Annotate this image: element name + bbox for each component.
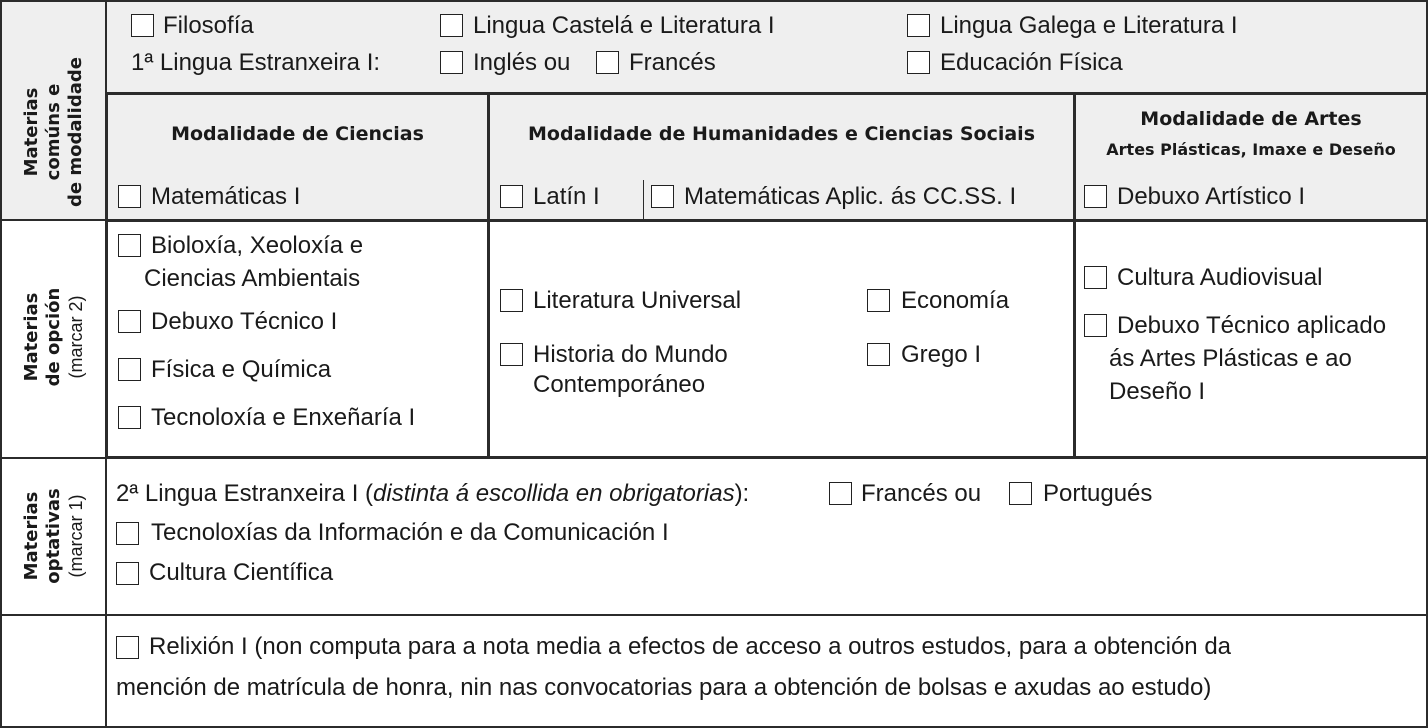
row-divider-3 <box>0 614 1428 616</box>
segunda-lingua-prefix: 2ª Lingua Estranxeira I ( <box>116 480 374 507</box>
row-label-opcion-line3: (marcar 2) <box>66 295 86 379</box>
castela-checkbox[interactable] <box>440 14 463 37</box>
row-label-optativas-line3: (marcar 1) <box>66 494 86 578</box>
historia-checkbox[interactable] <box>500 343 523 366</box>
row-label-comuns-line1: Materias <box>21 87 42 177</box>
row-label-comuns <box>21 22 87 242</box>
modalidade-artes-subtitle: Artes Plásticas, Imaxe e Deseño <box>1106 140 1396 159</box>
latin-divider <box>643 180 644 220</box>
economia-checkbox[interactable] <box>867 289 890 312</box>
modalidade-box-left <box>105 92 108 459</box>
segunda-lingua-label <box>116 477 749 510</box>
cultura-audiovisual-label: Cultura Audiovisual <box>1117 264 1323 291</box>
cultura-audiovisual-checkbox[interactable] <box>1084 266 1107 289</box>
debuxo-aplicado-label-line2: ás Artes Plásticas e ao <box>1109 345 1352 372</box>
frances-label: Francés <box>629 49 716 76</box>
debuxo-artistico-label: Debuxo Artístico I <box>1117 183 1306 210</box>
ingles-checkbox[interactable] <box>440 51 463 74</box>
table-border-top <box>0 0 1428 2</box>
row-label-optativas-line1: Materias <box>21 491 42 581</box>
cultura-cientifica-label: Cultura Científica <box>149 559 334 586</box>
row-label-opcion-line2: de opción <box>43 287 64 387</box>
galega-label: Lingua Galega e Literatura I <box>940 12 1238 39</box>
segunda-lingua-suffix: ): <box>734 480 750 507</box>
portugues-label: Portugués <box>1043 480 1153 507</box>
tecnoloxia-checkbox[interactable] <box>118 406 141 429</box>
cultura-cientifica-checkbox[interactable] <box>116 562 139 585</box>
modalidade-box-top <box>105 92 1428 95</box>
modalidade-ciencias-title: Modalidade de Ciencias <box>171 123 424 145</box>
literatura-universal-checkbox[interactable] <box>500 289 523 312</box>
modalidade-box-bottom <box>105 456 1428 459</box>
debuxo-tecnico-label: Debuxo Técnico I <box>151 308 338 335</box>
table-border-left <box>0 0 2 728</box>
historia-label-line1: Historia do Mundo <box>533 341 728 368</box>
educacion-fisica-label: Educación Física <box>940 49 1123 76</box>
debuxo-tecnico-checkbox[interactable] <box>118 310 141 333</box>
matematicas-aplicadas-checkbox[interactable] <box>651 185 674 208</box>
educacion-fisica-checkbox[interactable] <box>907 51 930 74</box>
segunda-lingua-note: distinta á escollida en obrigatorias <box>373 480 735 507</box>
row-label-optativas <box>21 426 87 646</box>
optativa-frances-checkbox[interactable] <box>829 482 852 505</box>
matematicas-aplicadas-label: Matemáticas Aplic. ás CC.SS. I <box>684 183 1017 210</box>
modalidade-humanidades-title: Modalidade de Humanidades e Ciencias Sociais <box>528 123 1035 145</box>
frances-checkbox[interactable] <box>596 51 619 74</box>
economia-label: Economía <box>901 287 1010 314</box>
tic-label: Tecnoloxías da Información e da Comunicación I <box>151 519 669 546</box>
lingua-estranxeira-label: 1ª Lingua Estranxeira I: <box>131 49 381 76</box>
row-label-opcion-line1: Materias <box>21 292 42 382</box>
relixion-label-line1: Relixión I (non computa para a nota media a efectos de acceso a outros estudos, para a obtención da <box>149 633 1232 660</box>
modalidade-artes-title: Modalidade de Artes <box>1140 108 1362 130</box>
debuxo-artistico-checkbox[interactable] <box>1084 185 1107 208</box>
filosofia-checkbox[interactable] <box>131 14 154 37</box>
row-label-comuns-line3: de modalidade <box>65 57 86 207</box>
matematicas-checkbox[interactable] <box>118 185 141 208</box>
latin-label: Latín I <box>533 183 600 210</box>
relixion-label-line2: mención de matrícula de honra, nin nas convocatorias para a obtención de bolsas e axudas ao estudo) <box>116 674 1212 701</box>
modalidade-box-middle <box>105 219 1428 222</box>
debuxo-aplicado-label-line1: Debuxo Técnico aplicado <box>1117 312 1387 339</box>
portugues-checkbox[interactable] <box>1009 482 1032 505</box>
row-label-optativas-line2: optativas <box>43 488 64 584</box>
debuxo-aplicado-label-line3: Deseño I <box>1109 378 1206 405</box>
matematicas-label: Matemáticas I <box>151 183 301 210</box>
fisica-quimica-checkbox[interactable] <box>118 358 141 381</box>
ingles-label: Inglés ou <box>473 49 571 76</box>
bioloxia-label-line1: Bioloxía, Xeoloxía e <box>151 232 364 259</box>
row-label-opcion <box>21 227 87 447</box>
grego-checkbox[interactable] <box>867 343 890 366</box>
debuxo-aplicado-checkbox[interactable] <box>1084 314 1107 337</box>
row-label-comuns-line2: comúns e <box>43 83 64 181</box>
tic-checkbox[interactable] <box>116 522 139 545</box>
bioloxia-label-line2: Ciencias Ambientais <box>144 265 361 292</box>
bioloxia-checkbox[interactable] <box>118 234 141 257</box>
castela-label: Lingua Castelá e Literatura I <box>473 12 775 39</box>
fisica-quimica-label: Física e Química <box>151 356 332 383</box>
tecnoloxia-label: Tecnoloxía e Enxeñaría I <box>151 404 416 431</box>
grego-label: Grego I <box>901 341 982 368</box>
optativa-frances-label: Francés ou <box>861 480 982 507</box>
literatura-universal-label: Literatura Universal <box>533 287 742 314</box>
relixion-checkbox[interactable] <box>116 636 139 659</box>
galega-checkbox[interactable] <box>907 14 930 37</box>
modalidade-divider-1 <box>487 92 490 459</box>
historia-label-line2: Contemporáneo <box>533 371 706 398</box>
latin-checkbox[interactable] <box>500 185 523 208</box>
filosofia-label: Filosofía <box>163 12 254 39</box>
